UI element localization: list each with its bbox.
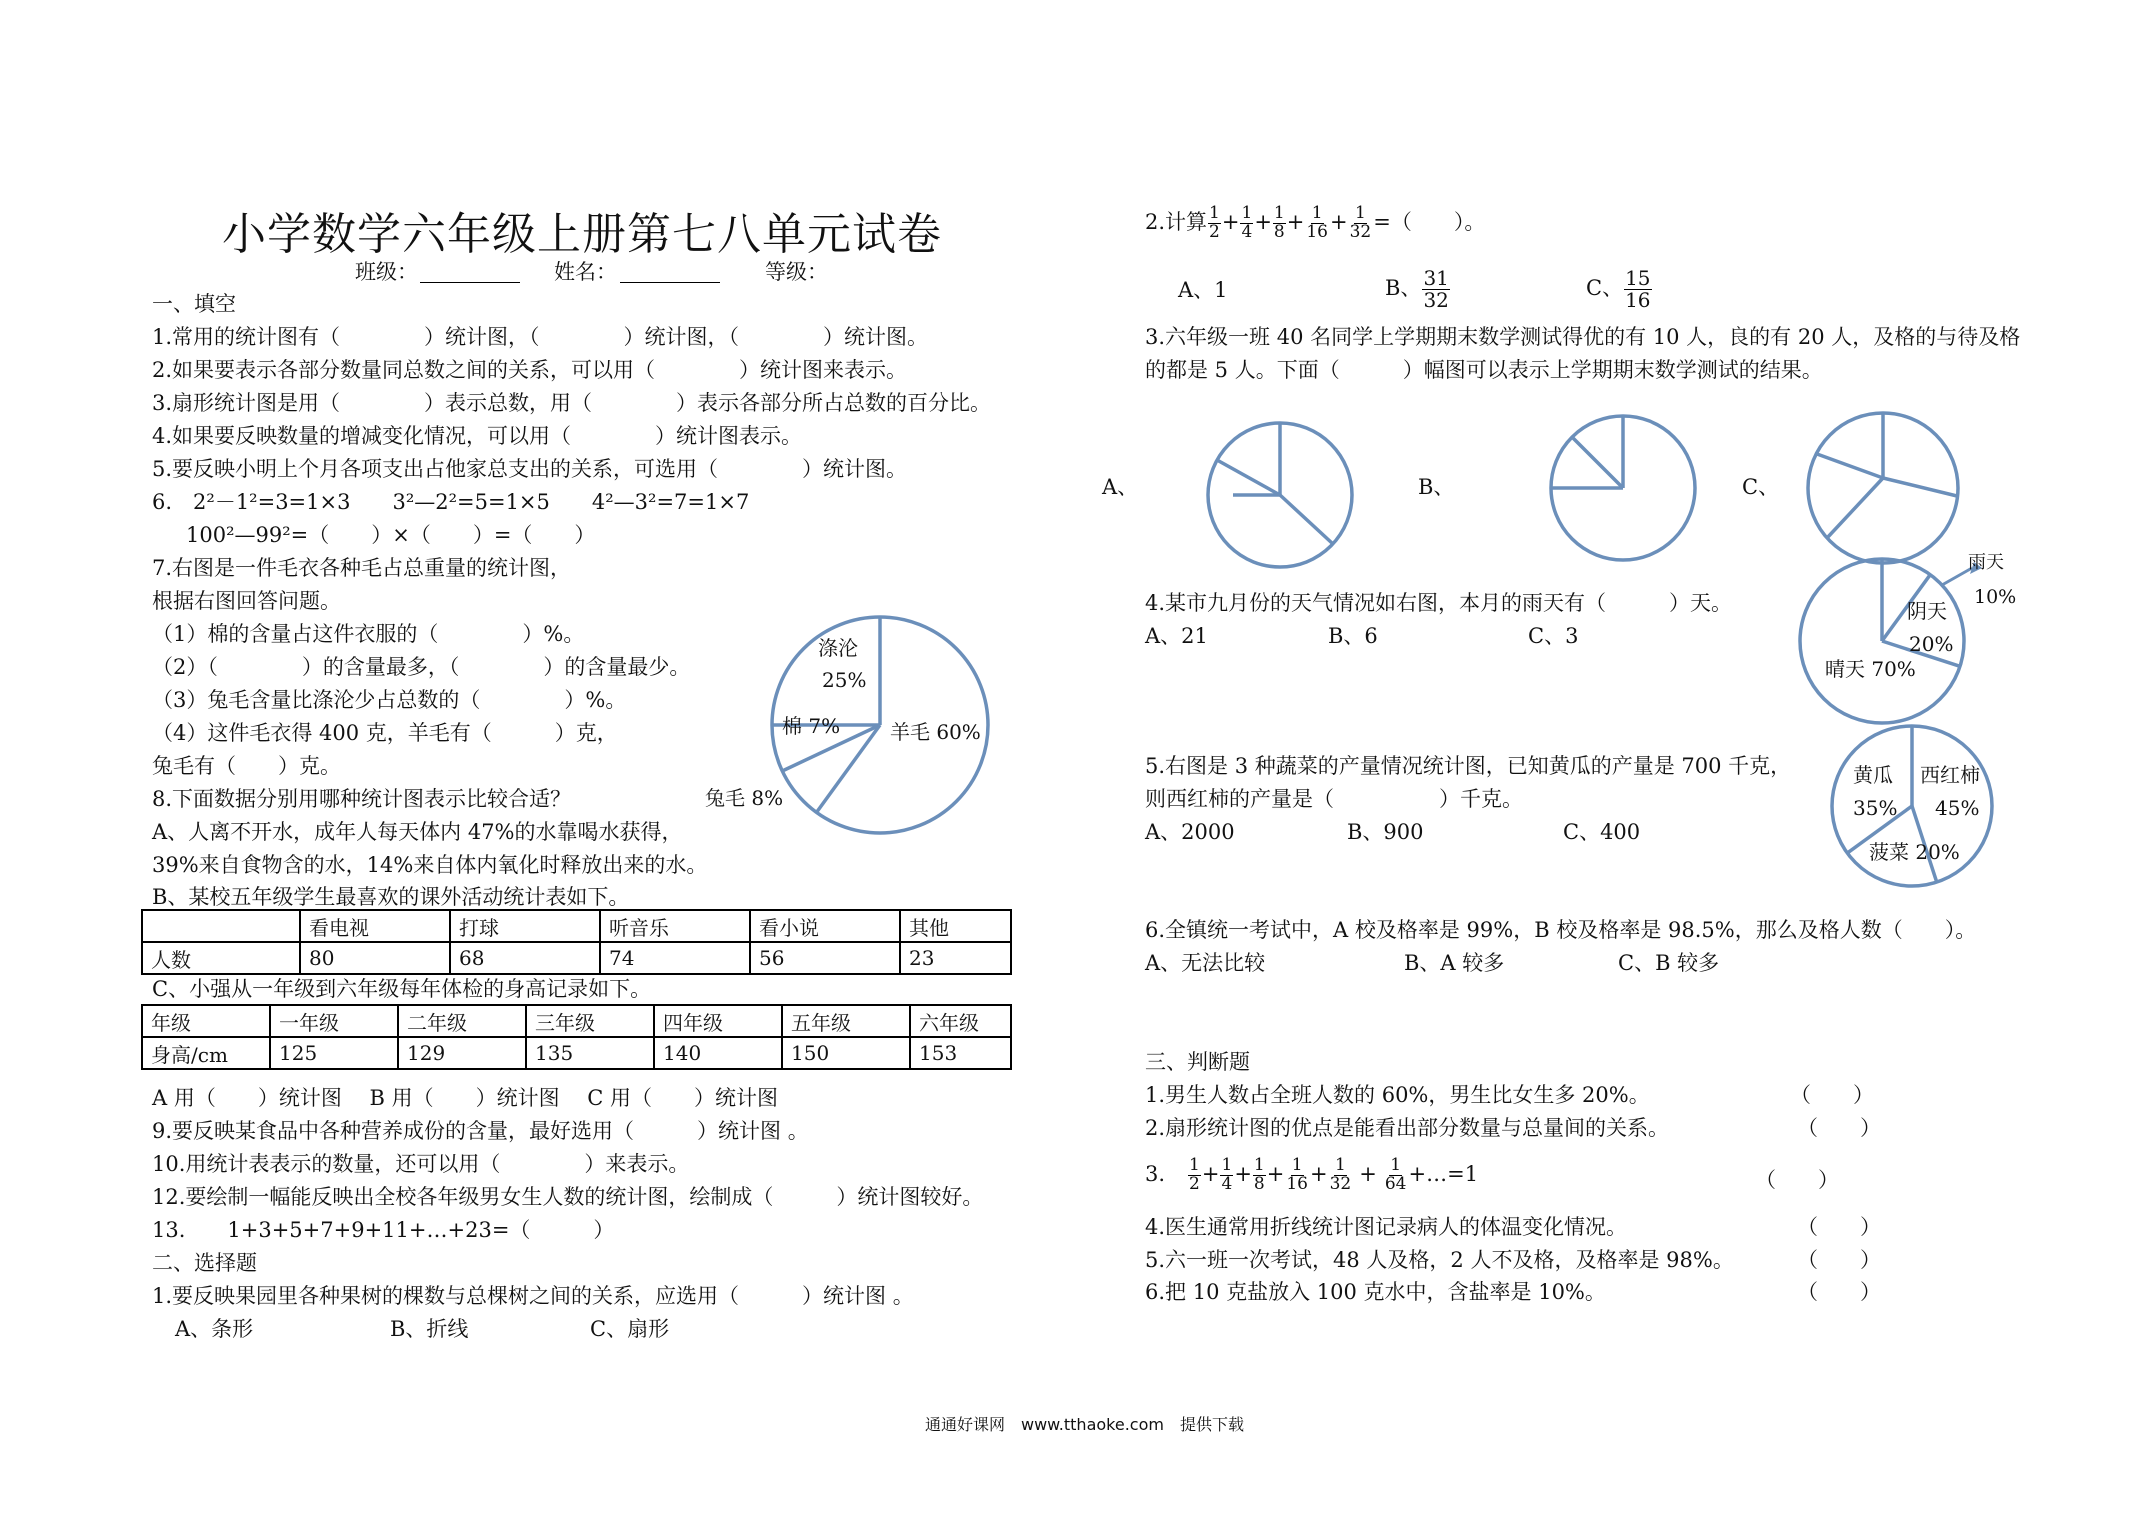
table-cell: 一年级 [270,1005,398,1037]
s2-q2-prefix: 2.计算 [1145,209,1208,234]
s3-q2-paren[interactable]: （ ） [1797,1116,1881,1140]
s1-q1: 1.常用的统计图有（ ）统计图，（ ）统计图，（ ）统计图。 [152,325,929,349]
fraction: $\frac{1}{16}$ [1306,203,1328,242]
table-cell: 五年级 [782,1005,910,1037]
s2-q3-option-a: A、 [1102,475,1139,499]
q3-pie-a-slice [1280,495,1333,544]
table-cell: 人数 [142,942,300,974]
sweater-label-rabbit: 兔毛 8% [705,786,784,810]
weather-label-cloudy: 阴天 [1907,599,1947,623]
s2-q4-option-a: A、21 [1145,624,1208,648]
weather-label-sunny: 晴天 70% [1825,657,1916,681]
activity-table-header [142,910,1011,942]
table-cell: 135 [526,1037,654,1069]
s1-q8: 8.下面数据分别用哪种统计图表示比较合适？ [152,787,572,811]
s2-q5b: 则西红柿的产量是（ ）千克。 [1145,787,1523,811]
s2-q1-option-b: B、折线 [390,1317,469,1341]
s1-q5: 5.要反映小明上个月各项支出占他家总支出的关系，可选用（ ）统计图。 [152,457,908,481]
q3-pie-c-slice [1883,478,1957,496]
s1-q6b: 100²—99²=（ ）×（ ）=（ ） [186,523,596,547]
table-cell: 153 [910,1037,1011,1069]
s2-q1: 1.要反映果园里各种果树的棵数与总棵树之间的关系，应选用（ ）统计图 。 [152,1284,914,1308]
s2-q5a: 5.右图是 3 种蔬菜的产量情况统计图，已知黄瓜的产量是 700 千克， [1145,754,1792,778]
s1-q8c: C、小强从一年级到六年级每年体检的身高记录如下。 [152,977,652,1001]
s3-q1: 1.男生人数占全班人数的 60%，男生比女生多 20%。 [1145,1083,1650,1107]
s2-q3-option-b: B、 [1418,475,1455,499]
s2-q6-option-a: A、无法比较 [1145,951,1266,975]
s1-q4: 4.如果要反映数量的增减变化情况，可以用（ ）统计图表示。 [152,424,803,448]
s2-q2-option-c: C、 $\frac{15}{16}$ [1586,266,1651,312]
table-cell: 其他 [900,910,1011,942]
veg-label-tomato-pct: 45% [1935,796,1980,820]
s3-q4-paren[interactable]: （ ） [1797,1215,1881,1239]
fraction: $\frac{1}{8}$ [1253,1155,1265,1194]
table-cell: 四年级 [654,1005,782,1037]
q3-pie-a [1205,420,1355,570]
s3-q5: 5.六一班一次考试，48 人及格，2 人不及格，及格率是 98%。 [1145,1248,1734,1272]
table-row [142,942,1011,974]
s2-q5-option-a: A、2000 [1145,820,1235,844]
s1-q7b: 根据右图回答问题。 [152,589,341,613]
q3-pie-c-slice [1817,454,1883,478]
name-label: 姓名： [554,260,617,284]
table-cell: 68 [450,942,600,974]
s1-q7d: （2）（ ）的含量最多，（ ）的含量最少。 [152,655,691,679]
s1-q10: 10.用统计表表示的数量，还可以用（ ）来表示。 [152,1152,690,1176]
sweater-label-polyester: 涤沦 [818,636,858,660]
fraction: $\frac{1}{2}$ [1209,203,1220,242]
s2-q1-option-c: C、扇形 [590,1317,670,1341]
fraction: $\frac{15}{16}$ [1625,266,1651,312]
table-cell: 看电视 [300,910,450,942]
weather-label-rain: 雨天 [1968,552,2004,573]
section-3-heading: 三、判断题 [1145,1050,1250,1074]
s1-q9: 9.要反映某食品中各种营养成份的含量，最好选用（ ）统计图 。 [152,1119,809,1143]
grade-label: 等级： [765,260,828,284]
s2-q3-option-c: C、 [1742,475,1780,499]
s2-q2: 2.计算 $\frac{1}{2}$ + $\frac{1}{4}$ + $\frac{1}{8}$ + $\frac{1}{16}$ + $\frac{1}{32}$ =（ ）。 [1145,203,1486,242]
table-cell: 看小说 [750,910,900,942]
s3-q1-paren[interactable]: （ ） [1790,1083,1874,1107]
sweater-pie-chart [760,610,1010,840]
s1-q7e: （3）兔毛含量比涤沦少占总数的（ ）%。 [152,688,627,712]
s2-q3b: 的都是 5 人。下面（ ）幅图可以表示上学期期末数学测试的结果。 [1145,358,1823,382]
class-label: 班级： [355,260,418,284]
table-cell: 74 [600,942,750,974]
s1-q7f: （4）这件毛衣得 400 克，羊毛有（ ）克， [152,721,618,745]
table-cell: 三年级 [526,1005,654,1037]
s1-q8b: B、某校五年级学生最喜欢的课外活动统计表如下。 [152,885,630,909]
s3-q5-paren[interactable]: （ ） [1797,1248,1881,1272]
table-cell: 六年级 [910,1005,1011,1037]
table-cell: 140 [654,1037,782,1069]
table-cell: 听音乐 [600,910,750,942]
s1-q3: 3.扇形统计图是用（ ）表示总数，用（ ）表示各部分所占总数的百分比。 [152,391,992,415]
table-cell: 80 [300,942,450,974]
veg-label-cucumber-pct: 35% [1853,796,1898,820]
table-cell [142,910,300,942]
vegetable-pie-chart [1825,722,2005,892]
s1-q6a: 6. 2²－1²=3=1×3 3²—2²=5=1×5 4²—3²=7=1×7 [152,490,750,514]
table-cell: 身高/cm [142,1037,270,1069]
section-2-heading: 二、选择题 [152,1251,257,1275]
table-cell: 二年级 [398,1005,526,1037]
page-footer: 通通好课网 www.tthaoke.com 提供下载 [925,1415,1244,1434]
s1-q8a2: 39%来自食物含的水，14%来自体内氧化时释放出来的水。 [152,853,708,877]
fraction: $\frac{1}{2}$ [1189,1155,1200,1194]
table-cell: 打球 [450,910,600,942]
class-blank[interactable] [420,264,520,283]
table-cell: 125 [270,1037,398,1069]
fraction: $\frac{1}{32}$ [1349,203,1372,242]
s2-q3a: 3.六年级一班 40 名同学上学期期末数学测试得优的有 10 人，良的有 20 人，及格的与待及格 [1145,325,2021,349]
section-1-heading: 一、填空 [152,292,236,316]
s1-q7c: （1）棉的含量占这件衣服的（ ）%。 [152,622,585,646]
q3-pie-c-slice [1827,478,1883,538]
table-cell: 年级 [142,1005,270,1037]
height-table-header [142,1005,1011,1037]
page-title: 小学数学六年级上册第七八单元试卷 [222,209,942,260]
fraction: $\frac{31}{32}$ [1423,266,1449,312]
q3-pie-c [1805,410,1961,566]
table-cell: 129 [398,1037,526,1069]
s2-q2-option-a: A、1 [1178,278,1228,302]
s3-q2: 2.扇形统计图的优点是能看出部分数量与总量间的关系。 [1145,1116,1670,1140]
s1-q13: 13. 1+3+5+7+9+11+…+23=（ ） [152,1218,615,1242]
s2-q1-option-a: A、条形 [175,1317,254,1341]
veg-label-spinach: 菠菜 20% [1869,840,1960,864]
s2-q5-option-c: C、400 [1563,820,1641,844]
height-table [141,1004,1012,1070]
activity-table [141,909,1012,975]
s3-q3-prefix: 3. [1145,1161,1166,1186]
fraction: $\frac{1}{64}$ [1384,1155,1407,1194]
weather-label-rain-pct: 10% [1974,586,2017,608]
s3-q3-paren[interactable]: （ ） [1755,1168,1839,1192]
veg-label-tomato: 西红柿 [1920,763,1980,787]
s1-q8a1: A、人离不开水，成年人每天体内 47%的水靠喝水获得， [152,820,683,844]
name-blank[interactable] [620,264,720,283]
fraction: $\frac{1}{32}$ [1329,1155,1352,1194]
s1-q12: 12.要绘制一幅能反映出全校各年级男女生人数的统计图，绘制成（ ）统计图较好。 [152,1185,984,1209]
s1-q7a: 7.右图是一件毛衣各种毛占总重量的统计图， [152,556,572,580]
s2-q2-option-b: B、 $\frac{31}{32}$ [1385,266,1449,312]
s3-q4: 4.医生通常用折线统计图记录病人的体温变化情况。 [1145,1215,1628,1239]
s1-q2: 2.如果要表示各部分数量同总数之间的关系，可以用（ ）统计图来表示。 [152,358,908,382]
s3-q6: 6.把 10 克盐放入 100 克水中，含盐率是 10%。 [1145,1280,1606,1304]
q3-pie-b [1548,413,1698,563]
fraction: $\frac{1}{4}$ [1241,203,1253,242]
s1-q8-answers: A 用（ ）统计图 B 用（ ）统计图 C 用（ ）统计图 [152,1086,779,1110]
s1-q7g: 兔毛有（ ）克。 [152,754,341,778]
s3-q3-suffix: +…=1 [1408,1161,1479,1186]
fraction: $\frac{1}{8}$ [1273,203,1285,242]
q3-pie-b-slice [1572,437,1623,488]
table-cell: 23 [900,942,1011,974]
s2-q6: 6.全镇统一考试中，A 校及格率是 99%，B 校及格率是 98.5%，那么及格人数（ ）。 [1145,918,1977,942]
veg-label-cucumber: 黄瓜 [1853,763,1893,787]
weather-label-cloudy-pct: 20% [1909,632,1954,656]
s2-q5-option-b: B、900 [1347,820,1424,844]
sweater-label-polyester-pct: 25% [822,668,867,692]
weather-pie-chart [1792,548,2052,728]
s2-q4: 4.某市九月份的天气情况如右图，本月的雨天有（ ）天。 [1145,591,1733,615]
s2-q6-option-c: C、B 较多 [1618,951,1720,975]
sweater-label-cotton: 棉 7% [782,714,841,738]
q3-pie-a-slice [1217,460,1280,495]
fraction: $\frac{1}{16}$ [1286,1155,1308,1194]
s2-q6-option-b: B、A 较多 [1404,951,1505,975]
s2-q4-option-c: C、3 [1528,624,1579,648]
sweater-label-wool: 羊毛 60% [890,720,981,744]
s3-q6-paren[interactable]: （ ） [1797,1280,1881,1304]
fraction: $\frac{1}{4}$ [1221,1155,1233,1194]
table-row [142,1037,1011,1069]
s2-q4-option-b: B、6 [1328,624,1378,648]
table-cell: 56 [750,942,900,974]
s3-q3: 3. $\frac{1}{2}$ + $\frac{1}{4}$ + $\frac{1}{8}$ + $\frac{1}{16}$ + $\frac{1}{32}$ + $\frac{1}{64}$ +…=1 [1145,1155,1479,1194]
s2-q2-suffix: =（ ）。 [1373,209,1486,234]
table-cell: 150 [782,1037,910,1069]
